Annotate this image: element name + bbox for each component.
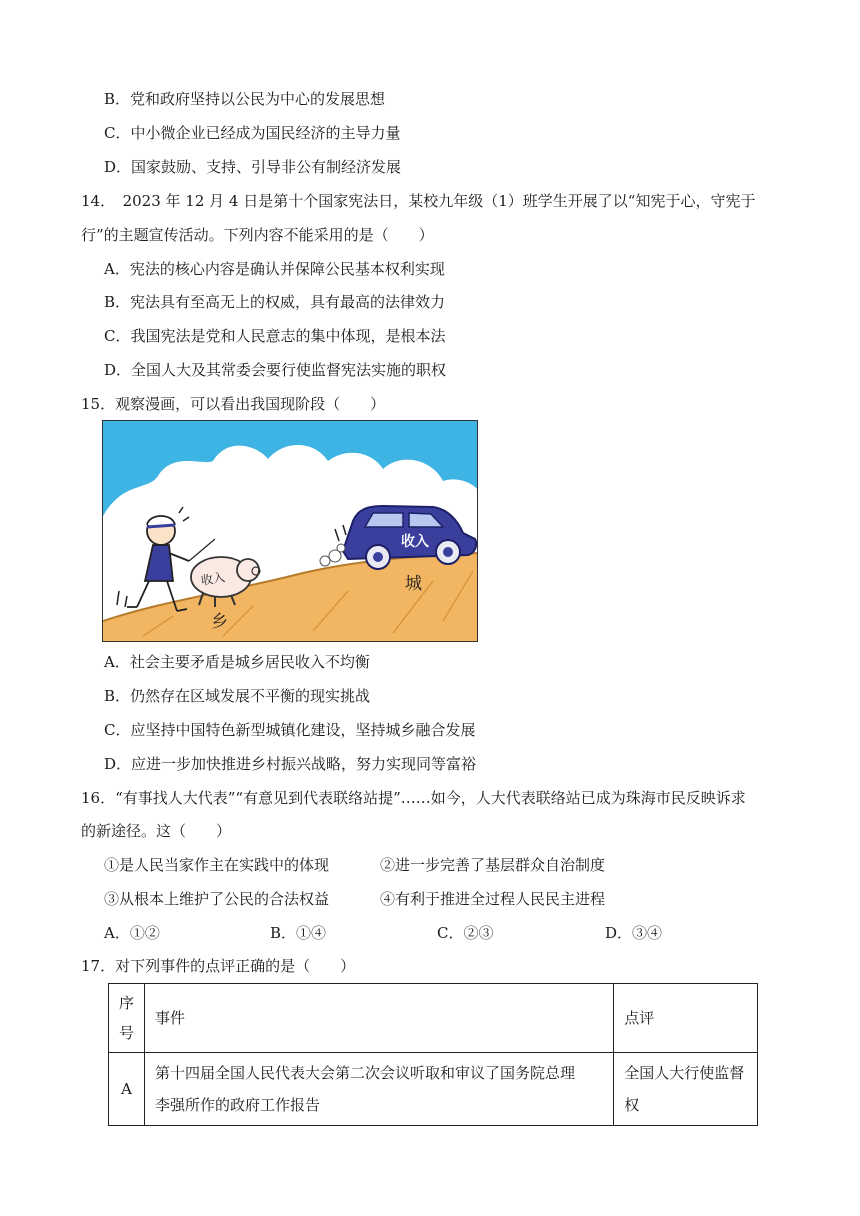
q16-statement-3: ③从根本上维护了公民的合法权益: [104, 890, 330, 908]
q14-stem-line1: 14． 2023 年 12 月 4 日是第十个国家宪法日，某校九年级（1）班学生开展了以“知宪于心，守宪于: [81, 192, 756, 210]
q16-stem-line2: 的新途径。这（ ）: [81, 822, 232, 840]
q17-stem: 17．对下列事件的点评正确的是（ ）: [81, 957, 356, 975]
q14-option-a: A．宪法的核心内容是确认并保障公民基本权利实现: [104, 260, 445, 278]
q16-option-b: B．①④: [270, 924, 327, 942]
row-id: A: [109, 1053, 145, 1126]
village-label: 乡: [211, 612, 228, 632]
q15-stem: 15．观察漫画，可以看出我国现阶段（ ）: [81, 395, 386, 413]
q13-option-c: C．中小微企业已经成为国民经济的主导力量: [104, 124, 401, 142]
q14-option-c: C．我国宪法是党和人民意志的集中体现，是根本法: [104, 327, 446, 345]
row-comment: 全国人大行使监督 权: [614, 1053, 758, 1126]
q15-cartoon: [102, 420, 478, 642]
city-label: 城: [405, 574, 422, 594]
car-label: 收入: [401, 534, 429, 550]
q15-option-a: A．社会主要矛盾是城乡居民收入不均衡: [104, 653, 370, 671]
q16-statement-2: ②进一步完善了基层群众自治制度: [380, 856, 606, 874]
pig-label: 收入: [199, 570, 227, 588]
header-index: 序 号: [109, 984, 145, 1053]
q14-stem-line2: 行”的主题宣传活动。下列内容不能采用的是（ ）: [81, 226, 434, 244]
q13-option-b: B．党和政府坚持以公民为中心的发展思想: [104, 90, 386, 108]
header-event: 事件: [145, 984, 614, 1053]
header-comment: 点评: [614, 984, 758, 1053]
table-header-row: [109, 984, 758, 1053]
q14-option-b: B．宪法具有至高无上的权威，具有最高的法律效力: [104, 293, 446, 311]
q16-option-c: C．②③: [437, 924, 494, 942]
q16-option-a: A．①②: [104, 924, 160, 942]
q16-statement-1: ①是人民当家作主在实践中的体现: [104, 856, 330, 874]
q17-event-table: [108, 983, 758, 1126]
q15-option-d: D．应进一步加快推进乡村振兴战略，努力实现同等富裕: [104, 755, 477, 773]
q16-option-d: D．③④: [605, 924, 663, 942]
q13-option-d: D．国家鼓励、支持、引导非公有制经济发展: [104, 158, 402, 176]
q15-option-b: B．仍然存在区域发展不平衡的现实挑战: [104, 687, 371, 705]
row-event: 第十四届全国人民代表大会第二次会议听取和审议了国务院总理 李强所作的政府工作报告: [145, 1053, 614, 1126]
q15-option-c: C．应坚持中国特色新型城镇化建设，坚持城乡融合发展: [104, 721, 476, 739]
q16-stem-line1: 16．“有事找人大代表”“有意见到代表联络站提”……如今，人大代表联络站已成为珠海市民反映诉求: [81, 789, 746, 807]
q14-option-d: D．全国人大及其常委会要行使监督宪法实施的职权: [104, 361, 447, 379]
q16-statement-4: ④有利于推进全过程人民民主进程: [380, 890, 606, 908]
table-row: [109, 1053, 758, 1126]
